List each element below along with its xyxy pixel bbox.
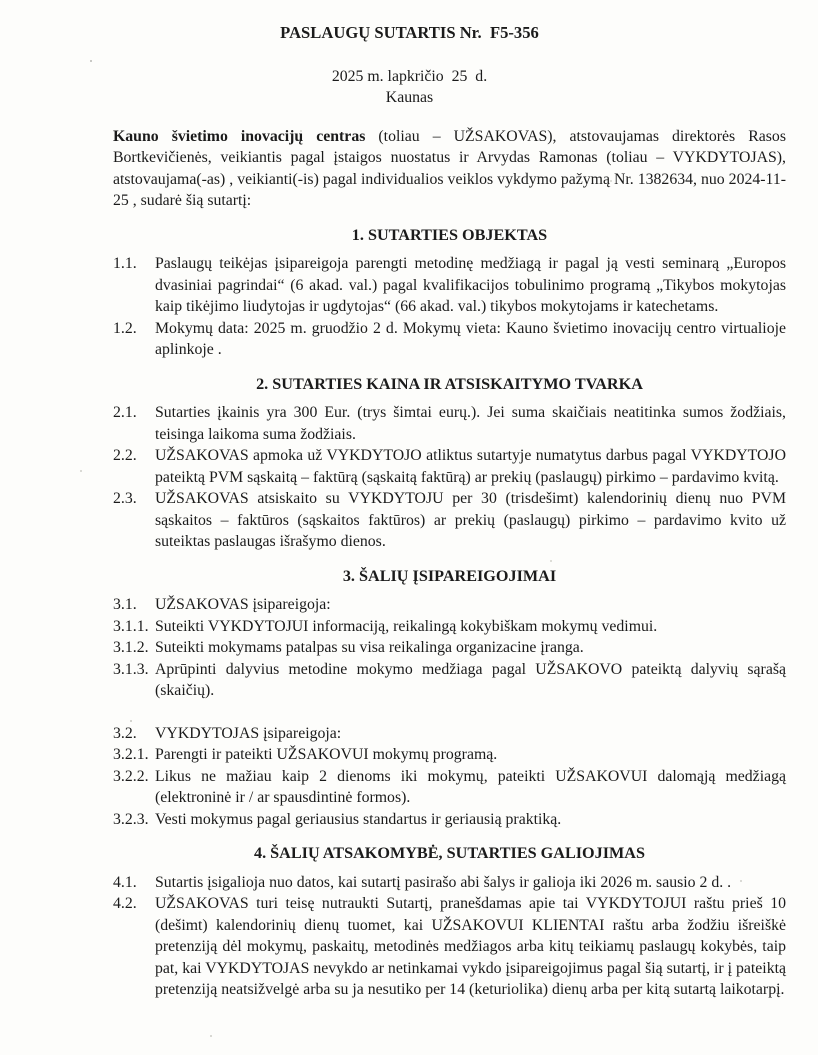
item-text: Sutarties įkainis yra 300 Eur. (trys šimtai eurų.). Jei suma skaičiais neatitinka sumos žodžiais, teisinga laikoma suma žodžiais. [155,404,786,443]
contract-item-4-1 [113,872,786,894]
contract-item-3-1-1 [113,616,786,638]
item-text: UŽSAKOVAS apmoka už VYKDYTOJO atliktus sutartyje numatytus darbus pagal VYKDYTOJO pateiktą PVM sąskaitą – faktūrą (sąskaitą faktūrą) ar prekių (paslaugų) pirkimo – pardavimo kvitą. [155,447,786,486]
contract-item-4-2 [113,893,786,1001]
contract-item-2-3 [113,488,786,553]
item-number: 3.1. [113,596,137,613]
section-heading-4: 4. ŠALIŲ ATSAKOMYBĖ, SUTARTIES GALIOJIMAS [253,844,645,862]
item-text: UŽSAKOVAS turi teisę nutraukti Sutartį, pranešdamas apie tai VYKDYTOJUI raštu prieš 10 (dešimt) kalendorinių dienų tuomet, kai UŽSAKOVUI KLIENTAI raštu arba žodžiu išreiškė pretenziją dėl mokymų, paskaitų, metodinės medžiagos arba kitų teikiamų paslaugų kokybės, taip pat, kai VYKDYTOJAS nevykdo ar netinkamai vykdo įsipareigojimus pagal šią sutartį, ir į pateiktą pretenziją neatsižvelgė arba su ja nesutiko per 14 (keturiolika) dienų arba per kitą sutartą laikotarpį. [155,895,786,998]
item-text: Vesti mokymus pagal geriausius standartus ir geriausią praktiką. [155,810,562,828]
item-text: Likus ne mažiau kaip 2 dienoms iki mokymų, pateikti UŽSAKOVUI dalomąją medžiagą (elektroninė ir / ar spausdintinė formos). [155,767,786,806]
intro-text: (toliau – UŽSAKOVAS), atstovaujamas direktorės Rasos Bortkevičienės, veikiantis pagal įstaigos nuostatus ir Arvydas Ramonas (toliau – VYKDYTOJAS), atstovaujama(-as) , veikianti(-is) pagal individualios veiklos vykdymo pažymą Nr. 1382634, nuo 2024-11-25 , sudarė šią sutartį: [113,127,786,209]
document-title: PASLAUGŲ SUTARTIS Nr. F5-356 [280,23,539,42]
item-text: Parengti ir pateikti UŽSAKOVUI mokymų programą. [155,746,498,763]
intro-bold-lead: Kauno švietimo inovacijų centras [113,127,366,145]
item-number: 4.1. [113,873,137,891]
contract-item-2-1 [113,402,786,445]
item-number: 1.2. [113,319,137,337]
contract-item-3-2-2 [113,766,786,809]
item-number: 3.2.2. [113,767,149,785]
contract-item-1-1 [113,253,786,318]
contract-item-3-1-2 [113,637,786,659]
item-text: Mokymų data: 2025 m. gruodžio 2 d. Mokymų vieta: Kauno švietimo inovacijų centro virtualioje aplinkoje . [155,319,786,358]
date-line: 2025 m. lapkričio 25 d. [331,67,488,85]
contract-item-1-2 [113,318,786,361]
contract-item-2-2 [113,445,786,488]
contract-item-3-2 [113,723,786,745]
item-number: 2.1. [113,404,137,421]
contract-item-3-2-1 [113,744,786,766]
item-text: Sutartis įsigalioja nuo datos, kai sutartį pasirašo abi šalys ir galioja iki 2026 m. sausio 2 d. . [155,873,732,891]
intro-paragraph [113,126,786,212]
item-number: 3.2.1. [113,746,149,763]
item-number: 1.1. [113,255,137,272]
section-heading-1: 1. SUTARTIES OBJEKTAS [351,225,548,244]
item-number: 3.2.3. [113,810,149,828]
item-text: Aprūpinti dalyvius metodine mokymo medžiaga pagal UŽSAKOVO pateiktą dalyvių sąrašą (skaičių). [155,660,786,699]
item-number: 2.3. [113,490,137,507]
item-number: 4.2. [113,895,137,912]
item-text: Suteikti mokymams patalpas su visa reikalinga organizacine įranga. [155,639,584,656]
item-text: Suteikti VYKDYTOJUI informaciją, reikalingą kokybiškam mokymų vedimui. [155,617,658,635]
item-number: 2.2. [113,447,137,464]
item-text: UŽSAKOVAS įsipareigoja: [155,596,331,613]
contract-item-3-1-3 [113,659,786,702]
city-line: Kaunas [385,89,434,106]
section-heading-2: 2. SUTARTIES KAINA IR ATSISKAITYMO TVARKA [256,374,643,393]
contract-item-3-2-3 [113,809,786,831]
item-text: VYKDYTOJAS įsipareigoja: [155,724,342,742]
item-number: 3.2. [113,724,137,742]
item-number: 3.1.3. [113,660,149,678]
section-heading-3: 3. ŠALIŲ ĮSIPAREIGOJIMAI [342,566,557,585]
item-text: UŽSAKOVAS atsiskaito su VYKDYTOJU per 30 (trisdešimt) kalendorinių dienų nuo PVM sąskaitos – faktūros (sąskaitos faktūros) ar prekių (paslaugų) pirkimo – pardavimo kvito už suteiktas paslaugas išrašymo dienos. [155,490,786,550]
scan-noise [90,60,92,62]
item-text: Paslaugų teikėjas įsipareigoja parengti metodinę medžiagą ir pagal ją vesti seminarą „Europos dvasiniai pagrindai“ (6 akad. val.) pagal kvalifikacijos tobulinimo programą „Tikybos mokytojas kaip tikėjimo liudytojas ir ugdytojas“ (66 akad. val.) tikybos mokytojams ir katechetams. [155,255,786,315]
item-number: 3.1.2. [113,639,149,656]
item-number: 3.1.1. [113,617,149,635]
contract-item-3-1 [113,594,786,616]
